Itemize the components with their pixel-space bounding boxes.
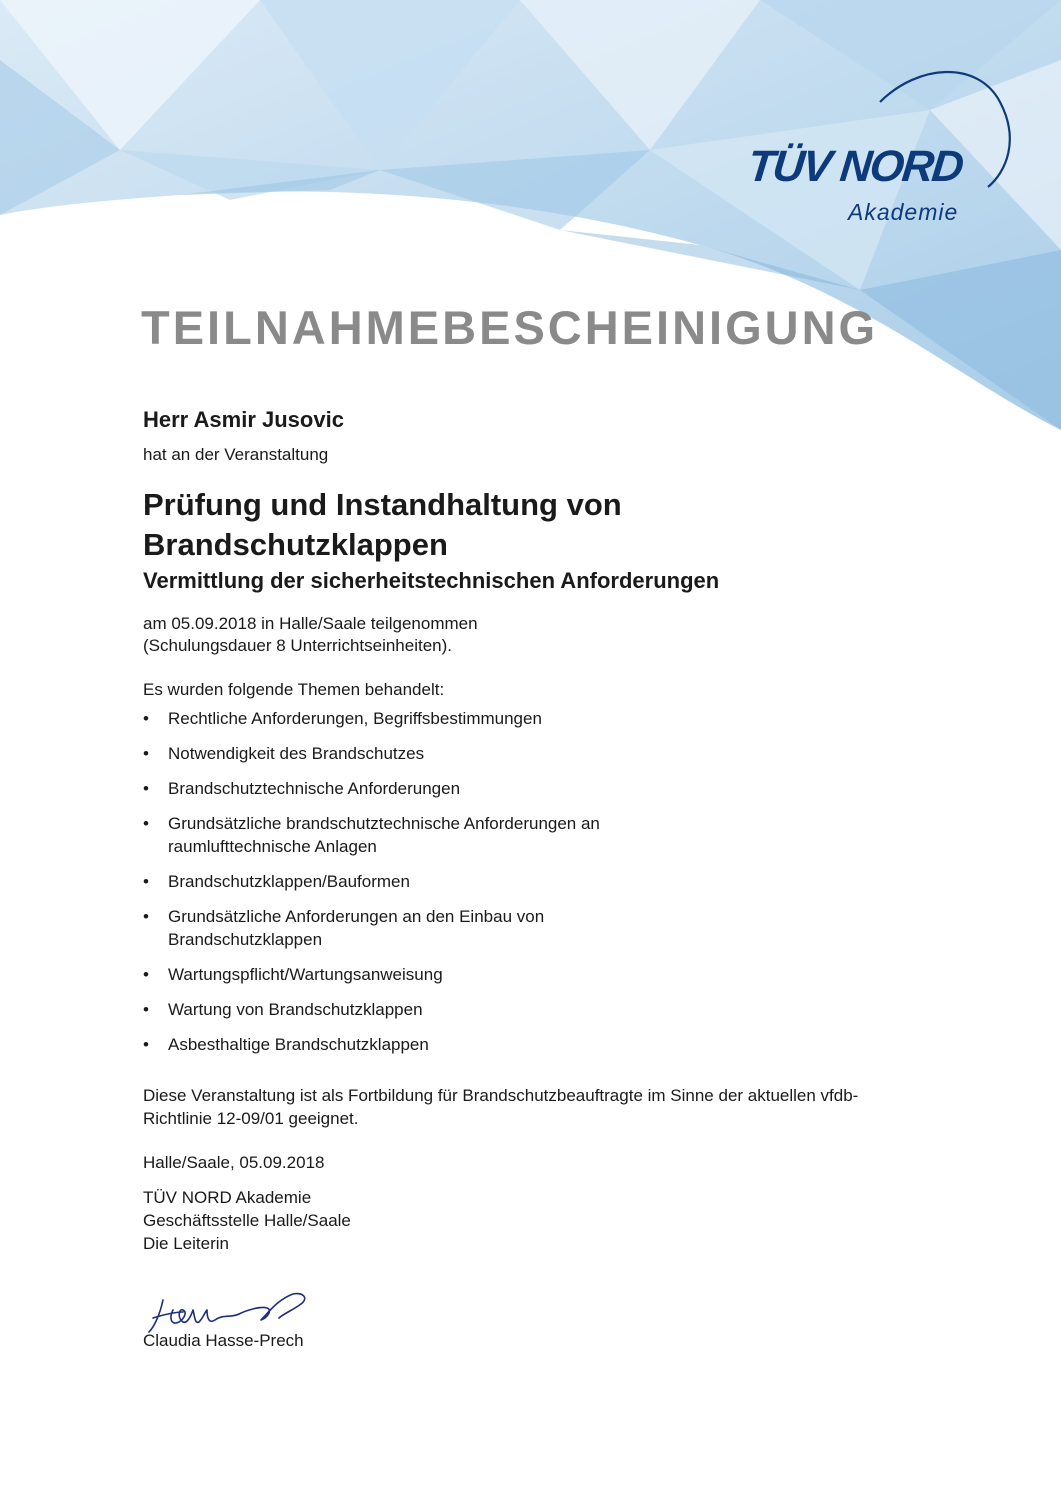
attendance-text	[143, 613, 933, 657]
topic-text: Brandschutzklappen/Bauformen	[168, 872, 410, 891]
list-item	[143, 1033, 933, 1056]
list-item	[143, 905, 933, 951]
topic-text: Grundsätzliche brandschutztechnische Anforderungen an raumlufttechnische Anlagen	[168, 814, 600, 856]
bullet-icon: •	[143, 779, 149, 798]
topic-text: Rechtliche Anforderungen, Begriffsbestimmungen	[168, 709, 542, 728]
bullet-icon: •	[143, 814, 149, 833]
list-item	[143, 742, 933, 765]
list-item	[143, 870, 933, 893]
certificate-body	[143, 405, 933, 1255]
fortbildung-note: Diese Veranstaltung ist als Fortbildung für Brandschutzbeauftragte im Sinne der aktuellen vfdb-Richtlinie 12-09/01 geeignet.	[143, 1086, 859, 1128]
place-date: Halle/Saale, 05.09.2018	[143, 1153, 325, 1172]
issuer-role: Die Leiterin	[143, 1234, 229, 1253]
bullet-icon: •	[143, 1035, 149, 1054]
tuev-nord-logo	[745, 62, 1038, 232]
topic-text: Notwendigkeit des Brandschutzes	[168, 744, 425, 763]
topic-text: Grundsätzliche Anforderungen an den Einbau von Brandschutzklappen	[168, 907, 545, 949]
list-item	[143, 812, 933, 858]
list-item	[143, 998, 933, 1021]
logo-brand-text: TÜV NORD	[745, 142, 965, 191]
topic-text: Wartungspflicht/Wartungsanweisung	[168, 965, 443, 984]
intro-text: hat an der Veranstaltung	[143, 445, 329, 464]
issuer-block	[143, 1186, 933, 1255]
logo-sub-text: Akademie	[848, 199, 959, 225]
bullet-icon: •	[143, 1000, 149, 1019]
signer-name: Claudia Hasse-Prech	[143, 1331, 304, 1350]
attendance-line-2: (Schulungsdauer 8 Unterrichtseinheiten).	[143, 636, 453, 655]
bullet-icon: •	[143, 872, 149, 891]
topics-list	[143, 707, 933, 1056]
issuer-org: TÜV NORD Akademie	[143, 1188, 312, 1207]
bullet-icon: •	[143, 744, 149, 763]
bullet-icon: •	[143, 907, 149, 926]
recipient-name: Herr Asmir Jusovic	[143, 407, 344, 432]
topic-text: Brandschutztechnische Anforderungen	[168, 779, 461, 798]
topics-intro: Es wurden folgende Themen behandelt:	[143, 680, 445, 699]
course-subtitle: Vermittlung der sicherheitstechnischen Anforderungen	[143, 568, 720, 593]
topic-text: Asbesthaltige Brandschutzklappen	[168, 1035, 429, 1054]
attendance-line-1: am 05.09.2018 in Halle/Saale teilgenommen	[143, 614, 478, 633]
course-title: Prüfung und Instandhaltung von Brandschutzklappen	[143, 487, 622, 562]
document-title: TEILNAHMEBESCHEINIGUNG	[141, 301, 879, 354]
list-item	[143, 777, 933, 800]
bullet-icon: •	[143, 709, 149, 728]
bullet-icon: •	[143, 965, 149, 984]
topic-text: Wartung von Brandschutzklappen	[168, 1000, 423, 1019]
issuer-office: Geschäftsstelle Halle/Saale	[143, 1211, 351, 1230]
list-item	[143, 963, 933, 986]
list-item	[143, 707, 933, 730]
